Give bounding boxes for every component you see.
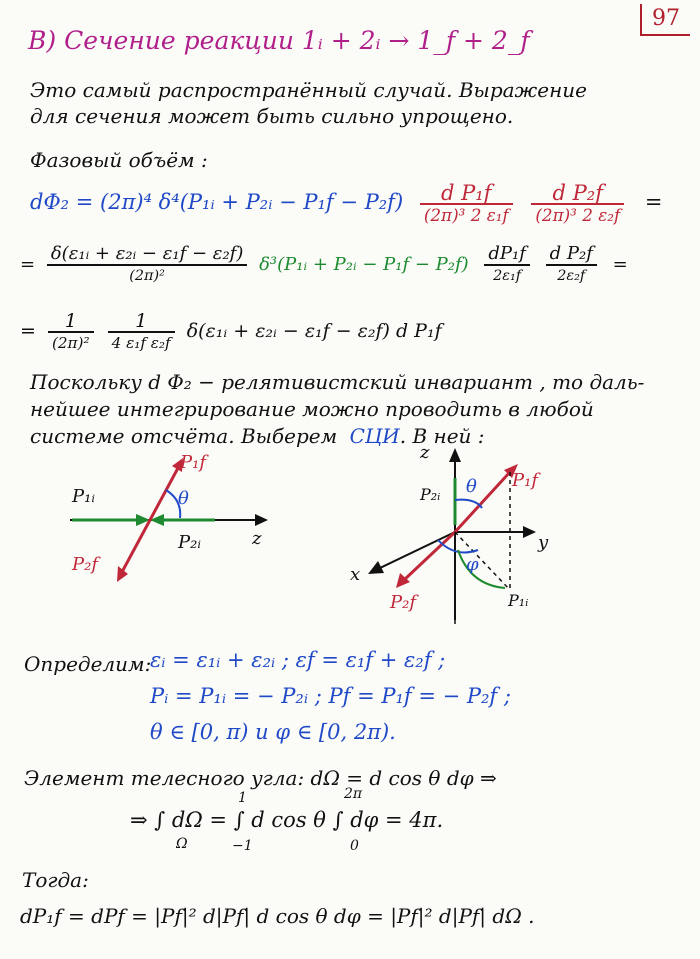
definitions-line-1: εᵢ = ε₁ᵢ + ε₂ᵢ ; εf = ε₁f + ε₂f ; [150,648,446,672]
equation-2-lead: = [20,254,36,275]
page-number: 97 [640,4,690,36]
definitions-line-3: θ ∈ [0, π) и φ ∈ [0, 2π). [150,720,396,744]
right-p2f-vector [404,532,455,580]
definitions-line-2: Pᵢ = P₁ᵢ = − P₂ᵢ ; Pf = P₁f = − P₂f ; [150,684,511,708]
equation-3-lead: = [20,320,36,342]
solid-angle-int2-lower: −1 [232,838,253,854]
right-y-arrowhead [523,526,536,538]
equation-2 [20,240,628,290]
right-label-x: x [350,564,361,585]
left-label-p2f: P₂f [72,554,98,575]
equation-3-frac-1-den: (2π)² [51,334,90,352]
equation-1-frac-1-num: d P₁f [420,183,513,205]
equation-1 [30,180,662,224]
intro-line-1: Это самый распространённый случай. Выражение [30,78,588,102]
left-label-p1i: P₁ᵢ [72,486,95,507]
equation-2-delta3: δ³(P₁ᵢ + P₂ᵢ − P₁f − P₂f) [259,254,469,275]
left-label-p2i: P₂ᵢ [178,532,201,553]
solid-angle-line-1: Элемент телесного угла: dΩ = d cos θ dφ ⇒ [24,766,497,790]
invariant-line-3-text: системе отсчёта. Выберем [30,424,338,448]
left-label-theta: θ [178,488,189,509]
cm-frame-label: СЦИ [349,424,400,448]
equation-1-frac-2-den: (2π)³ 2 ε₂f [535,204,621,225]
equation-2-tail: = [612,254,628,275]
equation-2-frac-1-num: dP₁f [484,244,530,266]
left-z-arrowhead [255,514,268,526]
equation-3-rest: δ(ε₁ᵢ + ε₂ᵢ − ε₁f − ε₂f) d P₁f [186,320,442,342]
right-label-p1i: P₁ᵢ [508,591,529,610]
diagram-left [0,440,330,610]
invariant-line-2: нейшее интегрирование можно проводить в любой [30,397,594,421]
diagram-right [340,440,700,630]
equation-2-frac-2-den: 2ε₂f [557,268,586,284]
right-label-theta: θ [466,476,477,497]
equation-1-lhs: dΦ₂ = (2π)⁴ δ⁴(P₁ᵢ + P₂ᵢ − P₁f − P₂f) [30,190,404,214]
right-label-y: y [538,532,549,553]
right-x-axis [380,532,455,568]
left-label-z: z [252,528,262,549]
right-label-p1f: P₁f [512,470,538,491]
equation-2-frac-main-den: (2π)² [129,268,165,284]
equation-1-frac-2-num: d P₂f [531,183,624,205]
intro-line-2: для сечения может быть сильно упрощено. [30,104,514,128]
equation-2-frac-1 [484,244,530,286]
equation-3-frac-2 [108,311,175,353]
invariant-line-3-end: . В ней : [399,424,485,448]
equation-3 [20,306,442,356]
solid-angle-int3-upper: 2π [344,786,363,802]
right-z-arrowhead [449,448,461,462]
solid-angle-int3-lower: 0 [350,838,359,854]
right-label-p2i: P₂ᵢ [420,485,441,504]
equation-2-frac-main [47,244,248,286]
phase-volume-label: Фазовый объём : [30,148,208,172]
left-p2f-vector [122,520,150,572]
equation-1-frac-1 [420,180,513,225]
then-label: Тогда: [22,868,89,892]
equation-3-frac-1-num: 1 [48,311,94,333]
equation-2-frac-2 [546,244,597,286]
section-title: B) Сечение реакции 1ᵢ + 2ᵢ → 1_f + 2_f [28,26,530,55]
solid-angle-int1-lower: Ω [176,836,188,852]
equation-2-frac-1-den: 2ε₁f [493,268,522,284]
equation-3-frac-1 [48,311,94,353]
right-p1f-vector [455,472,510,532]
left-p1f-vector [150,468,178,520]
equation-2-frac-main-num: δ(ε₁ᵢ + ε₂ᵢ − ε₁f − ε₂f) [47,244,248,266]
right-label-p2f: P₂f [390,592,416,613]
solid-angle-line-2: ⇒ ∫ dΩ = ∫ d cos θ ∫ dφ = 4π. [130,808,444,832]
definitions-label: Определим: [24,652,152,676]
equation-3-frac-2-den: 4 ε₁f ε₂f [111,334,171,352]
right-label-z: z [420,442,430,463]
equation-1-frac-1-den: (2π)³ 2 ε₁f [423,204,509,225]
equation-1-frac-2 [531,180,624,225]
final-equation: dP₁f = dPf = |Pf|² d|Pf| d cos θ dφ = |Pf|² d|Pf| dΩ . [20,904,535,928]
invariant-line-1: Поскольку d Φ₂ − релятивистский инвариант , то даль- [30,370,645,394]
equation-3-frac-2-num: 1 [108,311,175,333]
solid-angle-int2-upper: 1 [238,790,247,806]
equation-1-tail: = [644,190,663,214]
equation-2-frac-2-num: d P₂f [546,244,597,266]
left-label-p1f: P₁f [180,452,206,473]
right-label-phi: φ [466,554,479,575]
